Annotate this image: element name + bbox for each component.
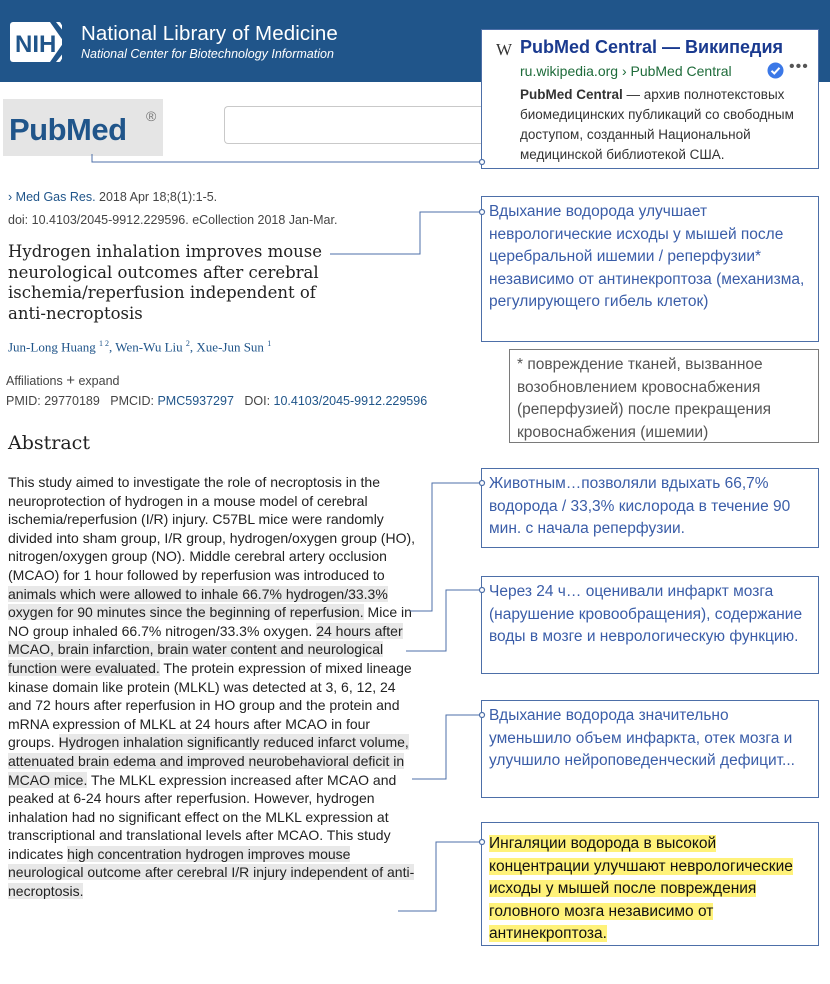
doi-label: DOI: [244, 394, 271, 408]
nih-logo-text: NIH [15, 31, 57, 58]
author-link[interactable]: Wen-Wu Liu [115, 339, 183, 355]
affiliations-toggle[interactable] [6, 372, 120, 389]
author-affil-ref[interactable]: 2 [185, 339, 190, 348]
article-title: Hydrogen inhalation improves mouse neurological outcomes after cerebral ischemia/reperfusion independent of anti-necroptosis [8, 242, 323, 323]
abstract-sentence: Mice in NO group inhaled 66.7% nitrogen/33.3% oxygen. [8, 604, 412, 639]
identifiers [6, 394, 427, 408]
search-input[interactable] [224, 106, 495, 144]
author-affil-ref[interactable]: 1 [267, 339, 272, 348]
doi-line: doi: 10.4103/2045-9912.229596. eCollection 2018 Jan-Mar. [8, 213, 338, 227]
doi-link[interactable]: 10.4103/2045-9912.229596 [273, 394, 428, 408]
pubmed-logo-text: PubMed [9, 112, 127, 147]
abstract-heading: Abstract [8, 432, 90, 454]
note-methods: Животным…позволяли вдыхать 66,7% водорода / 33,3% кислорода в течение 90 мин. с начала реперфузии. [481, 468, 819, 548]
author-affil-ref[interactable]: 1 2 [99, 339, 109, 348]
connector-methods [410, 483, 480, 611]
author-link[interactable]: Xue-Jun Sun [196, 339, 264, 355]
wiki-snippet-text: — архив полнотекстовых биомедицинских публикаций со свободным доступом, созданный Национальной медицинской библиотекой США. [520, 87, 794, 162]
pmcid-link[interactable]: PMC5937297 [157, 394, 234, 408]
more-options-icon[interactable]: ••• [789, 58, 809, 75]
wikipedia-card [481, 29, 819, 169]
abstract-highlight-evaluation: 24 hours after MCAO, brain infarction, brain water content and neurological function were evaluated. [8, 622, 403, 676]
abstract-sentence: The MLKL expression increased after MCAO and peaked at 6-24 hours after reperfusion. However, hydrogen inhalation had no significant effect on the MLKL expression at transcriptional and translational levels after MCAO. This study indicates [8, 771, 397, 862]
abstract-highlight-methods: animals which were allowed to inhale 66.7% hydrogen/33.3% oxygen for 90 minutes since the beginning of reperfusion. [8, 585, 388, 621]
expand-label: expand [78, 374, 120, 388]
plus-icon: + [66, 372, 75, 389]
note-evaluation: Через 24 ч… оценивали инфаркт мозга (нарушение кровообращения), содержание воды в мозге и неврологическую функцию. [481, 576, 819, 674]
affiliations-label: Affiliations [6, 374, 63, 388]
note-conclusion [481, 822, 819, 946]
abstract-text [8, 473, 418, 901]
abstract-sentence: The protein expression of mixed lineage kinase domain like protein (MLKL) was detected at 3, 6, 12, 24 and 72 hours after reperfusion in HO group and the protein and mRNA expression of MLKL at 24 hours after MCAO in four groups. [8, 659, 412, 751]
note-results: Вдыхание водорода значительно уменьшило объем инфаркта, отек мозга и улучшило нейроповеденческий дефицит... [481, 700, 819, 798]
abstract-highlight-results: Hydrogen inhalation significantly reduced infarct volume, attenuated brain edema and improved neurobehavioral deficit in MCAO mice. [8, 734, 409, 788]
pmid: PMID: 29770189 [6, 394, 100, 408]
nlm-subtitle: National Center for Biotechnology Information [81, 47, 334, 61]
pubmed-logo[interactable] [3, 99, 163, 156]
author-list: Jun-Long Huang $^{1 2}$, Wen-Wu Liu $^2$, Xue-Jun Sun $^1$ [8, 339, 272, 355]
wiki-snippet-bold: PubMed Central [520, 87, 623, 102]
verified-check-icon [767, 62, 784, 79]
wikipedia-icon: W [496, 40, 513, 59]
author-link[interactable]: Jun-Long Huang [8, 339, 96, 355]
citation-line [8, 190, 217, 204]
wiki-result-title[interactable]: PubMed Central — Википедия [520, 37, 784, 57]
note-conclusion-text: Ингаляции водорода в высокой концентрации улучшают неврологические исходы у мышей после повреждения головного мозга независимо от антинекроптоза. [489, 835, 793, 942]
connector-results [412, 715, 480, 779]
wiki-result-url[interactable]: ru.wikipedia.org › PubMed Central [520, 63, 732, 79]
chevron-right-icon: › [8, 190, 13, 204]
abstract-sentence: This study aimed to investigate the role of necroptosis in the neuroprotection of hydrogen in a mouse model of cerebral ischemia/reperfusion (I/R) injury. C57BL mice were randomly divided into sham group, I/R group, hydrogen/oxygen group (HO), nitrogen/oxygen group (NO). Middle cerebral artery occlusion (MCAO) for 1 hour followed by reperfusion was introduced to [8, 474, 416, 583]
nih-logo-icon[interactable] [10, 22, 72, 62]
note-title-translation: Вдыхание водорода улучшает неврологические исходы у мышей после церебральной ишемии / реперфузии* независимо от антинекроптоза (механизма, регулирующего гибель клеток) [481, 196, 819, 342]
pmcid-label: PMCID: [110, 394, 154, 408]
journal-link[interactable]: Med Gas Res. [15, 190, 96, 204]
nlm-title[interactable]: National Library of Medicine [81, 22, 338, 45]
note-footnote: * повреждение тканей, вызванное возобновлением кровоснабжения (реперфузией) после прекращения кровоснабжения (ишемии) [509, 349, 819, 443]
connector-title [330, 212, 480, 254]
registered-mark: ® [146, 108, 157, 124]
wiki-snippet [520, 85, 810, 165]
abstract-highlight-conclusion: high concentration hydrogen improves mouse neurological outcome after cerebral I/R injury independent of anti-necroptosis. [8, 845, 415, 900]
citation-text: 2018 Apr 18;8(1):1-5. [95, 190, 218, 204]
